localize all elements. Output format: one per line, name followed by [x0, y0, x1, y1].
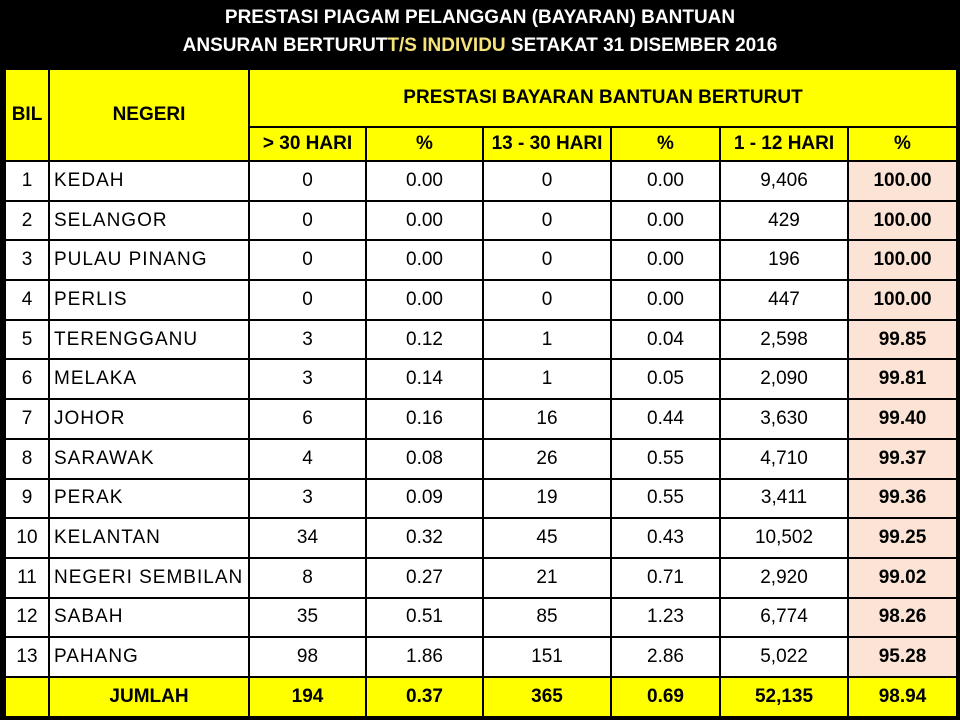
cell-d30: 0 [249, 201, 366, 241]
cell-negeri: KEDAH [49, 161, 249, 201]
cell-d1: 2,090 [720, 359, 848, 399]
cell-p13: 0.71 [611, 558, 720, 598]
cell-p30: 0.14 [366, 359, 483, 399]
cell-p13: 0.44 [611, 399, 720, 439]
cell-d13: 0 [483, 201, 611, 241]
cell-p30: 1.86 [366, 637, 483, 677]
cell-negeri: PULAU PINANG [49, 240, 249, 280]
cell-bil: 10 [5, 518, 49, 558]
cell-negeri: SELANGOR [49, 201, 249, 241]
cell-p30: 0.09 [366, 479, 483, 519]
cell-d1: 429 [720, 201, 848, 241]
cell-p30: 0.08 [366, 439, 483, 479]
cell-p1: 98.26 [848, 598, 957, 638]
cell-p13: 0.43 [611, 518, 720, 558]
cell-d30: 8 [249, 558, 366, 598]
cell-p1: 95.28 [848, 637, 957, 677]
cell-d13: 0 [483, 280, 611, 320]
table-row [5, 637, 957, 677]
cell-negeri: KELANTAN [49, 518, 249, 558]
cell-d13: 0 [483, 240, 611, 280]
cell-d13: 151 [483, 637, 611, 677]
cell-p1: 99.40 [848, 399, 957, 439]
cell-p30: 0.12 [366, 320, 483, 360]
cell-bil: 8 [5, 439, 49, 479]
cell-d1: 3,411 [720, 479, 848, 519]
cell-d1: 4,710 [720, 439, 848, 479]
cell-negeri: TERENGGANU [49, 320, 249, 360]
cell-d1: 2,598 [720, 320, 848, 360]
cell-p13: 0.00 [611, 280, 720, 320]
sub-header-5: % [848, 127, 957, 161]
cell-negeri: SARAWAK [49, 439, 249, 479]
cell-d1: 447 [720, 280, 848, 320]
cell-p1: 99.85 [848, 320, 957, 360]
cell-p13: 1.23 [611, 598, 720, 638]
cell-bil: 13 [5, 637, 49, 677]
cell-d30: 98 [249, 637, 366, 677]
cell-negeri: JOHOR [49, 399, 249, 439]
table-row [5, 280, 957, 320]
total-p13: 0.69 [611, 677, 720, 717]
table-row [5, 320, 957, 360]
cell-p1: 100.00 [848, 201, 957, 241]
total-p30: 0.37 [366, 677, 483, 717]
col-header-negeri: NEGERI [49, 69, 249, 161]
cell-negeri: NEGERI SEMBILAN [49, 558, 249, 598]
title-line-2-a: ANSURAN BERTURUT [182, 35, 388, 56]
group-header: PRESTASI BAYARAN BANTUAN BERTURUT [249, 69, 957, 127]
cell-d13: 85 [483, 598, 611, 638]
table-row [5, 518, 957, 558]
table-row [5, 161, 957, 201]
cell-bil: 9 [5, 479, 49, 519]
cell-d1: 10,502 [720, 518, 848, 558]
cell-d1: 6,774 [720, 598, 848, 638]
cell-d1: 9,406 [720, 161, 848, 201]
cell-p30: 0.00 [366, 240, 483, 280]
cell-bil: 2 [5, 201, 49, 241]
cell-p30: 0.00 [366, 201, 483, 241]
cell-p30: 0.51 [366, 598, 483, 638]
cell-negeri: SABAH [49, 598, 249, 638]
cell-d13: 16 [483, 399, 611, 439]
cell-p13: 0.55 [611, 439, 720, 479]
cell-bil: 5 [5, 320, 49, 360]
cell-d13: 0 [483, 161, 611, 201]
cell-d30: 0 [249, 280, 366, 320]
title-line-2 [0, 35, 960, 57]
total-label: JUMLAH [49, 677, 249, 717]
cell-p1: 99.81 [848, 359, 957, 399]
cell-bil: 7 [5, 399, 49, 439]
cell-p1: 99.02 [848, 558, 957, 598]
cell-d13: 19 [483, 479, 611, 519]
table-row [5, 598, 957, 638]
cell-d1: 196 [720, 240, 848, 280]
cell-d30: 3 [249, 479, 366, 519]
cell-p1: 100.00 [848, 240, 957, 280]
cell-d30: 4 [249, 439, 366, 479]
sub-header-0: > 30 HARI [249, 127, 366, 161]
cell-d30: 34 [249, 518, 366, 558]
table-row [5, 201, 957, 241]
cell-negeri: PERAK [49, 479, 249, 519]
cell-d13: 21 [483, 558, 611, 598]
cell-d1: 5,022 [720, 637, 848, 677]
total-d30: 194 [249, 677, 366, 717]
cell-p13: 0.00 [611, 240, 720, 280]
cell-d30: 35 [249, 598, 366, 638]
table-row [5, 439, 957, 479]
cell-d30: 0 [249, 161, 366, 201]
cell-d30: 3 [249, 359, 366, 399]
cell-p1: 100.00 [848, 161, 957, 201]
table-row [5, 399, 957, 439]
cell-p13: 0.04 [611, 320, 720, 360]
total-row [5, 677, 957, 717]
table-row [5, 558, 957, 598]
sub-header-3: % [611, 127, 720, 161]
cell-p30: 0.27 [366, 558, 483, 598]
cell-bil: 11 [5, 558, 49, 598]
cell-p1: 99.37 [848, 439, 957, 479]
sub-header-4: 1 - 12 HARI [720, 127, 848, 161]
cell-bil: 4 [5, 280, 49, 320]
cell-d13: 1 [483, 320, 611, 360]
cell-bil: 3 [5, 240, 49, 280]
total-d1: 52,135 [720, 677, 848, 717]
title-banner [0, 0, 960, 66]
cell-p13: 2.86 [611, 637, 720, 677]
cell-p30: 0.00 [366, 161, 483, 201]
table-row [5, 240, 957, 280]
total-bil-cell [5, 677, 49, 717]
cell-d13: 45 [483, 518, 611, 558]
sub-header-2: 13 - 30 HARI [483, 127, 611, 161]
cell-p30: 0.16 [366, 399, 483, 439]
col-header-bil: BIL [5, 69, 49, 161]
cell-bil: 6 [5, 359, 49, 399]
performance-table [4, 68, 958, 718]
cell-negeri: PERLIS [49, 280, 249, 320]
cell-bil: 1 [5, 161, 49, 201]
total-d13: 365 [483, 677, 611, 717]
total-p1: 98.94 [848, 677, 957, 717]
cell-p30: 0.32 [366, 518, 483, 558]
cell-p1: 100.00 [848, 280, 957, 320]
cell-p13: 0.00 [611, 161, 720, 201]
cell-p1: 99.25 [848, 518, 957, 558]
cell-d1: 2,920 [720, 558, 848, 598]
cell-d30: 3 [249, 320, 366, 360]
cell-p30: 0.00 [366, 280, 483, 320]
cell-d1: 3,630 [720, 399, 848, 439]
cell-p1: 99.36 [848, 479, 957, 519]
title-line-2-c: SETAKAT 31 DISEMBER 2016 [510, 35, 778, 56]
cell-bil: 12 [5, 598, 49, 638]
cell-d30: 6 [249, 399, 366, 439]
title-line-1: PRESTASI PIAGAM PELANGGAN (BAYARAN) BANTUAN [224, 7, 736, 28]
cell-p13: 0.00 [611, 201, 720, 241]
table-row [5, 359, 957, 399]
cell-d13: 26 [483, 439, 611, 479]
sub-header-1: % [366, 127, 483, 161]
table-row [5, 479, 957, 519]
cell-d30: 0 [249, 240, 366, 280]
cell-p13: 0.05 [611, 359, 720, 399]
cell-p13: 0.55 [611, 479, 720, 519]
cell-negeri: MELAKA [49, 359, 249, 399]
cell-negeri: PAHANG [49, 637, 249, 677]
cell-d13: 1 [483, 359, 611, 399]
title-line-2-highlight: T/S INDIVIDU [387, 35, 506, 56]
